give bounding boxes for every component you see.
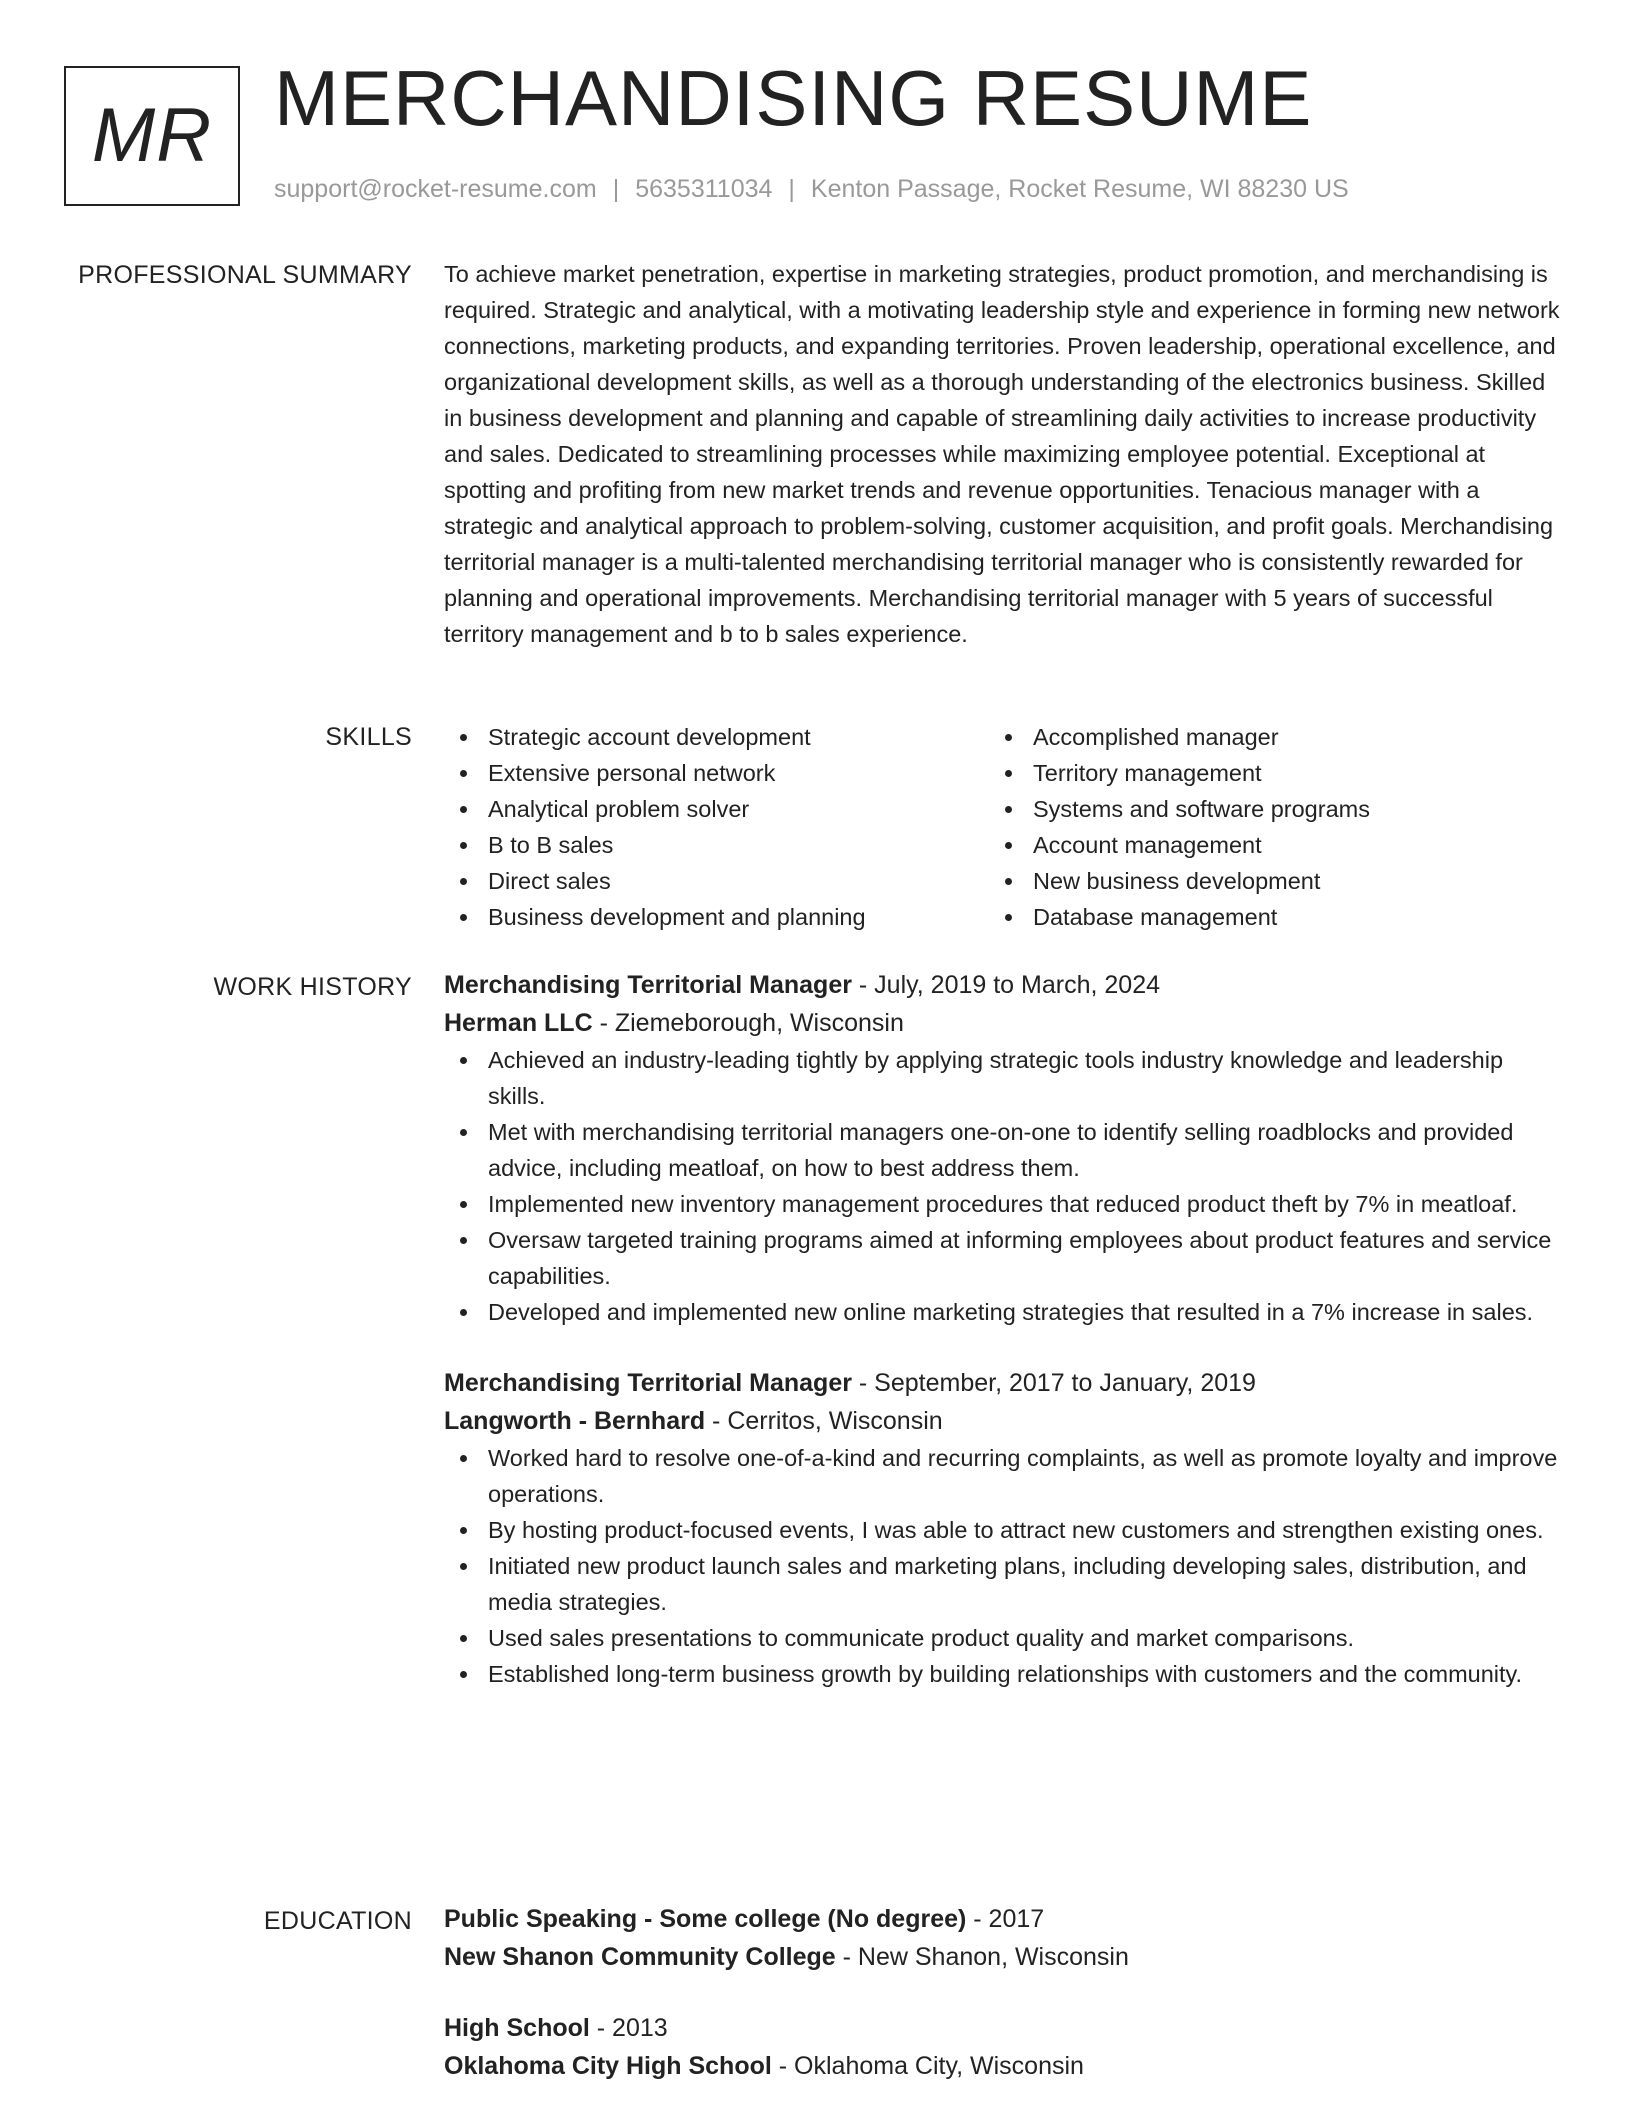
skill-item: Database management [989,899,1534,935]
job-bullet: Achieved an industry-leading tightly by applying strategic tools industry knowledge and leadership skills. [444,1042,1560,1114]
job-entry [444,1364,1560,1692]
education-school-line [444,2047,1560,2085]
summary-paragraph: To achieve market penetration, expertise in marketing strategies, product promotion, and merchandising is required. Strategic and analytical, with a motivating leadership style and experience in forming new network connections, marketing products, and expanding territories. Proven leadership, operational excellence, and organizational development skills, as well as a thorough understanding of the electronics business. Skilled in business development and planning and capable of streamlining daily activities to increase productivity and sales. Dedicated to streamlining processes while maximizing employee potential. Exceptional at spotting and profiting from new market trends and revenue opportunities. Tenacious manager with a strategic and analytical approach to problem-solving, customer acquisition, and profit goals. Merchandising territorial manager is a multi-talented merchandising territorial manager who is consistently rewarded for planning and operational improvements. Merchandising territorial manager with 5 years of successful territory management and b to b sales experience. [444,261,1560,647]
education-year: - 2013 [589,2014,668,2042]
education-location: - Oklahoma City, Wisconsin [771,2052,1084,2080]
job-title-line [444,966,1560,1004]
job-bullet: Initiated new product launch sales and marketing plans, including developing sales, distribution, and media strategies. [444,1548,1560,1620]
contact-line [274,174,1349,204]
education-degree: Public Speaking - Some college (No degree) [444,1905,967,1933]
job-company-line [444,1402,1560,1440]
summary-body [444,256,1560,652]
section-heading-education: EDUCATION [263,1907,412,1935]
job-bullet: Established long-term business growth by building relationships with customers and the community. [444,1656,1560,1692]
job-bullet: Developed and implemented new online marketing strategies that resulted in a 7% increase in sales. [444,1294,1560,1330]
skill-item: Territory management [989,755,1534,791]
education-body [444,1900,1560,2085]
section-heading-skills: SKILLS [325,723,412,751]
work-history-body [444,966,1560,1692]
skills-body [444,719,1560,935]
skill-item: Account management [989,827,1534,863]
contact-phone[interactable]: 5635311034 [635,175,773,203]
job-bullet: Worked hard to resolve one-of-a-kind and recurring complaints, as well as promote loyalty and improve operations. [444,1440,1560,1512]
skills-list-left [444,719,989,935]
job-bullet-list [444,1440,1560,1692]
education-degree-line [444,1900,1560,1938]
education-entry [444,2009,1560,2085]
skill-item: Analytical problem solver [444,791,989,827]
skill-item: B to B sales [444,827,989,863]
job-bullet: Met with merchandising territorial managers one-on-one to identify selling roadblocks and provided advice, including meatloaf, on how to best address them. [444,1114,1560,1186]
contact-separator: | [788,175,795,203]
job-bullet: Oversaw targeted training programs aimed at informing employees about product features and service capabilities. [444,1222,1560,1294]
education-year: - 2017 [966,1905,1045,1933]
monogram-badge [64,66,240,206]
education-school-line [444,1938,1560,1976]
section-heading-summary: PROFESSIONAL SUMMARY [78,261,412,289]
contact-address: Kenton Passage, Rocket Resume, WI 88230 US [810,175,1349,203]
job-company: Herman LLC [444,1009,593,1037]
resume-title: MERCHANDISING RESUME [274,54,1313,142]
education-degree-line [444,2009,1560,2047]
education-entry [444,1900,1560,1976]
education-degree: High School [444,2014,590,2042]
monogram-text: MR [91,93,213,178]
education-school: Oklahoma City High School [444,2052,772,2080]
job-title-line [444,1364,1560,1402]
education-school: New Shanon Community College [444,1943,836,1971]
job-bullet-list [444,1042,1560,1330]
job-company-line [444,1004,1560,1042]
contact-email[interactable]: support@rocket-resume.com [274,175,597,203]
job-company: Langworth - Bernhard [444,1407,706,1435]
job-dates: - July, 2019 to March, 2024 [851,971,1161,999]
skill-item: New business development [989,863,1534,899]
skill-item: Strategic account development [444,719,989,755]
skills-list-right [989,719,1534,935]
skill-item: Business development and planning [444,899,989,935]
job-location: - Ziemeborough, Wisconsin [592,1009,904,1037]
skill-item: Systems and software programs [989,791,1534,827]
job-entry [444,966,1560,1330]
job-location: - Cerritos, Wisconsin [705,1407,943,1435]
contact-separator: | [612,175,620,203]
skill-item: Accomplished manager [989,719,1534,755]
job-bullet: Implemented new inventory management procedures that reduced product theft by 7% in meatloaf. [444,1186,1560,1222]
skill-item: Direct sales [444,863,989,899]
job-dates: - September, 2017 to January, 2019 [851,1369,1256,1397]
job-title: Merchandising Territorial Manager [444,971,852,999]
job-bullet: Used sales presentations to communicate product quality and market comparisons. [444,1620,1560,1656]
job-title: Merchandising Territorial Manager [444,1369,852,1397]
job-bullet: By hosting product-focused events, I was able to attract new customers and strengthen existing ones. [444,1512,1560,1548]
section-heading-work-history: WORK HISTORY [213,973,412,1001]
skill-item: Extensive personal network [444,755,989,791]
education-location: - New Shanon, Wisconsin [835,1943,1129,1971]
